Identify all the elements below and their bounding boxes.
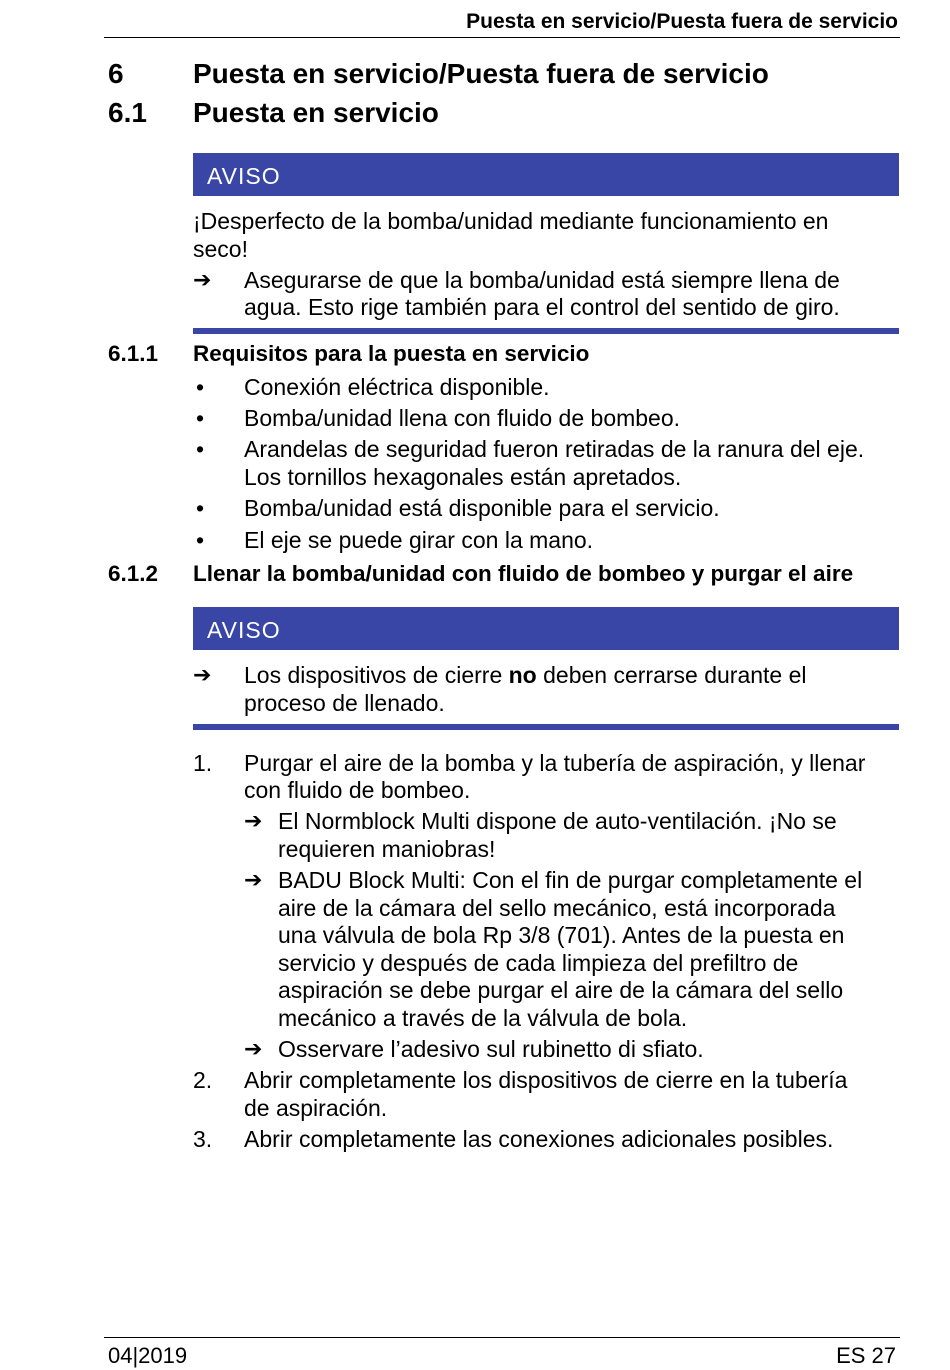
step-number: 1. bbox=[193, 750, 213, 776]
substep-text: mecánico a través de la válvula de bola. bbox=[278, 1005, 688, 1031]
notice-bar bbox=[193, 607, 899, 650]
substep-text: requieren maniobras! bbox=[278, 836, 496, 862]
section-title: Puesta en servicio bbox=[193, 97, 439, 128]
bullet: • bbox=[196, 527, 205, 553]
arrow-right-icon: ➔ bbox=[193, 662, 212, 687]
substep-text: BADU Block Multi: Con el fin de purgar completamente el bbox=[278, 867, 863, 893]
substep-text: servicio y después de cada limpieza del prefiltro de bbox=[278, 950, 799, 976]
substep-text: aire de la cámara del sello mecánico, está incorporada bbox=[278, 895, 836, 921]
list-item: Bomba/unidad está disponible para el servicio. bbox=[244, 495, 720, 521]
list-item: Arandelas de seguridad fueron retiradas de la ranura del eje. bbox=[244, 436, 865, 462]
bullet: • bbox=[196, 405, 205, 431]
step-number: 3. bbox=[193, 1126, 213, 1152]
page-number: ES 27 bbox=[836, 1343, 896, 1368]
footer-date: 04|2019 bbox=[108, 1343, 188, 1368]
arrow-right-icon: ➔ bbox=[193, 267, 212, 292]
section-heading-6-1-2 bbox=[108, 560, 908, 588]
list-item: Conexión eléctrica disponible. bbox=[244, 374, 550, 400]
notice-text: seco! bbox=[193, 236, 248, 262]
step-text: con fluido de bombeo. bbox=[244, 777, 471, 803]
notice-action-text: deben cerrarse durante el bbox=[536, 662, 807, 688]
section-number: 6.1.2 bbox=[108, 561, 159, 586]
header-rule bbox=[104, 37, 900, 38]
section-title: Puesta en servicio/Puesta fuera de servicio bbox=[193, 58, 769, 89]
list-item: El eje se puede girar con la mano. bbox=[244, 527, 594, 553]
step-text: Abrir completamente las conexiones adicionales posibles. bbox=[244, 1126, 834, 1152]
section-heading-6-1 bbox=[108, 99, 908, 133]
section-number: 6.1 bbox=[108, 97, 147, 128]
bullet: • bbox=[196, 495, 205, 521]
notice-action: agua. Esto rige también para el control del sentido de giro. bbox=[244, 294, 840, 320]
list-item: Los tornillos hexagonales están apretados. bbox=[244, 464, 682, 490]
notice-action-text: Los dispositivos de cierre bbox=[244, 662, 509, 688]
arrow-right-icon: ➔ bbox=[244, 808, 263, 833]
notice-action: Asegurarse de que la bomba/unidad está siempre llena de bbox=[244, 267, 840, 293]
step-text: de aspiración. bbox=[244, 1095, 388, 1121]
section-title: Requisitos para la puesta en servicio bbox=[193, 341, 590, 366]
notice-action-emphasis: no bbox=[508, 662, 537, 688]
arrow-right-icon: ➔ bbox=[244, 1036, 263, 1061]
substep-text: El Normblock Multi dispone de auto-ventilación. ¡No se bbox=[278, 808, 837, 834]
step-text: Abrir completamente los dispositivos de cierre en la tubería bbox=[244, 1067, 848, 1093]
list-item: Bomba/unidad llena con fluido de bombeo. bbox=[244, 405, 681, 431]
notice-bar bbox=[193, 153, 899, 196]
notice-text: ¡Desperfecto de la bomba/unidad mediante funcionamiento en bbox=[193, 208, 829, 234]
section-heading-6 bbox=[108, 60, 908, 94]
section-heading-6-1-1 bbox=[108, 340, 908, 368]
notice-rule bbox=[193, 328, 899, 334]
footer-rule bbox=[104, 1337, 900, 1338]
notice-label: AVISO bbox=[207, 617, 281, 643]
notice-rule bbox=[193, 724, 899, 730]
section-number: 6 bbox=[108, 58, 124, 89]
step-number: 2. bbox=[193, 1067, 213, 1093]
notice-label: AVISO bbox=[207, 163, 281, 189]
arrow-right-icon: ➔ bbox=[244, 867, 263, 892]
section-number: 6.1.1 bbox=[108, 341, 159, 366]
bullet: • bbox=[196, 374, 205, 400]
running-header: Puesta en servicio/Puesta fuera de servicio bbox=[466, 10, 898, 33]
substep-text: Osservare l’adesivo sul rubinetto di sfiato. bbox=[278, 1036, 704, 1062]
notice-action bbox=[244, 661, 807, 689]
substep-text: una válvula de bola Rp 3/8 (701). Antes de la puesta en bbox=[278, 922, 845, 948]
bullet: • bbox=[196, 436, 205, 462]
section-title: Llenar la bomba/unidad con fluido de bombeo y purgar el aire bbox=[193, 561, 854, 586]
notice-action: proceso de llenado. bbox=[244, 690, 445, 716]
substep-text: aspiración se debe purgar el aire de la cámara del sello bbox=[278, 977, 844, 1003]
step-text: Purgar el aire de la bomba y la tubería de aspiración, y llenar bbox=[244, 750, 866, 776]
